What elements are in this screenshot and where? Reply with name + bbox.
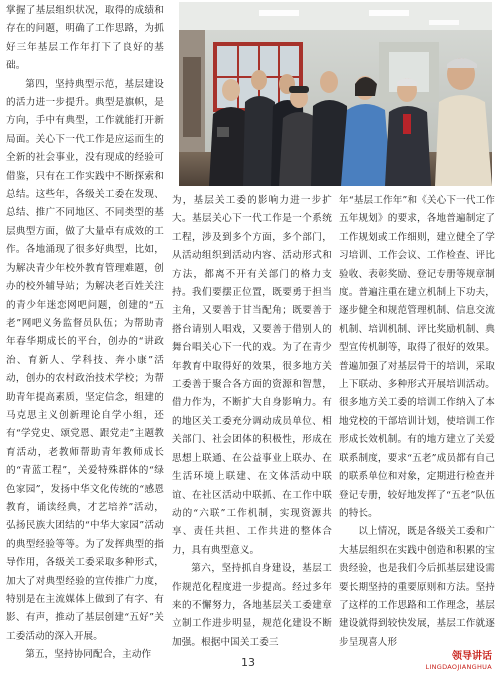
paragraph: 年“基层工作年”和《关心下一代工作五年规划》的要求，各地普遍制定了工作规划或工作细则，建立健全了学习培训、工作会议、工作检查、评比验收、表彰奖励、登记专册等规章制度。普遍注重在建立机制上下功夫，逐步健全和规范管理机制、信息交流机制、培训机制、评比奖励机制、典型宣传机制等，取得了很好的效果。普遍加强了对基层骨干的培训，采取上下联动、多种形式开展培训活动。很多地方关工委的培训工作纳入了本地党校的干部培训计划，使培训工作形成长效机制。有的地方建立了关爱联系制度，要求“五老”成员都有自己的联系单位和对象，定期进行检查并登记专册，较好地发挥了“五老”队伍的特长。 xyxy=(339,195,495,519)
event-photo xyxy=(179,2,492,186)
paragraph: 第五，坚持协同配合，主动作 xyxy=(25,649,152,661)
section-title: 领导讲话 xyxy=(452,651,492,662)
page-number: 13 xyxy=(241,656,255,669)
section-title-pinyin: LINGDAOJIANGHUA xyxy=(425,663,492,671)
text-column-middle xyxy=(172,192,332,648)
paragraph: 第四，坚持典型示范，基层建设的活力进一步提升。典型是旗帜，是方向，手中有典型，工作就能打开新局面。关心下一代工作是应运而生的全新的社会事业，没有现成的经验可借鉴，只有在工作实践中不断探索和总结。这些年，各级关工委在发现、总结、推广不同地区、不同类型的基层典型方面，做了大量卓有成效的工作。各地涌现了很多好典型，比如，为解决青少年校外教育管理难题，创办的校外辅导站；为解决老百姓关注的青少年迷恋网吧问题，创建的“五老”网吧义务监督员队伍；为帮助青年春华期成长的平台，创办的“讲政治、育新人、学科技、奔小康”活动，创办的农村政治技术学校；为帮助青年提高素质，坚定信念，组建的马克思主义创新理论自学小组，还有“学党史、颂党恩、跟党走”主题教育活动，老教师帮助青年教师成长的“青蓝工程”，关爱特殊群体的“绿色家园”，发扬中华文化传统的“感恩教育，诵读经典，才艺培养”活动，弘扬民族大团结的“中华大家园”活动的典型经验等等。为了发挥典型的指导作用，各级关工委采取多种形式，加大了对典型经验的宣传推广力度，特别是在主流媒体上做到了有字、有影、有声，推动了基层创建“五好”关工委活动的深入开展。 xyxy=(6,78,164,642)
paragraph: 以上情况，既是各级关工委和广大基层组织在实践中创造和积累的宝贵经验，也是我们今后抓基层建设需要长期坚持的重要原则和方法。坚持了这样的工作思路和工作理念，基层建设就得到较快发展，基层工作就逐步呈现喜人形 xyxy=(339,526,495,648)
paragraph: 掌握了基层组织状况，取得的成绩和存在的问题，明确了工作思路，为抓好三年基层工作年打下了良好的基础。 xyxy=(6,5,164,72)
paragraph: 为，基层关工委的影响力进一步扩大。基层关心下一代工作是一个系统工程，涉及到多个方面，多个部门，从活动组织到活动内容、活动形式和方法，都离不开有关部门的格力支持。我们要摆正位置，既要勇于担当主角，又要善于甘当配角；既要善于搭台请别人唱戏，又要善于借别人的舞台唱关心下一代的戏。为了在青少年教育中取得好的效果，很多地方关工委善于聚合各方面的资源和智慧，借力作为，不断扩大自身影响力。有的地区关工委充分调动成员单位、相关部门、社会团体的积极性，形成在思想上联通、在公益事业上联办、在生活环境上联建、在文体活动中联谊、在社区活动中联抓、在工作中联动的“六联”工作机制，实现资源共享、责任共担、工作共进的整体合力，具有典型意义。 xyxy=(172,195,332,556)
paragraph: 第六，坚持抓自身建设，基层工作规范化程度进一步提高。经过多年来的不懈努力，各地基层关工委建章立制工作进步明显，规范化建设不断加强。根据中国关工委三 xyxy=(172,563,332,648)
text-column-left xyxy=(6,2,164,661)
text-column-right xyxy=(339,192,495,648)
section-brand xyxy=(425,651,492,671)
